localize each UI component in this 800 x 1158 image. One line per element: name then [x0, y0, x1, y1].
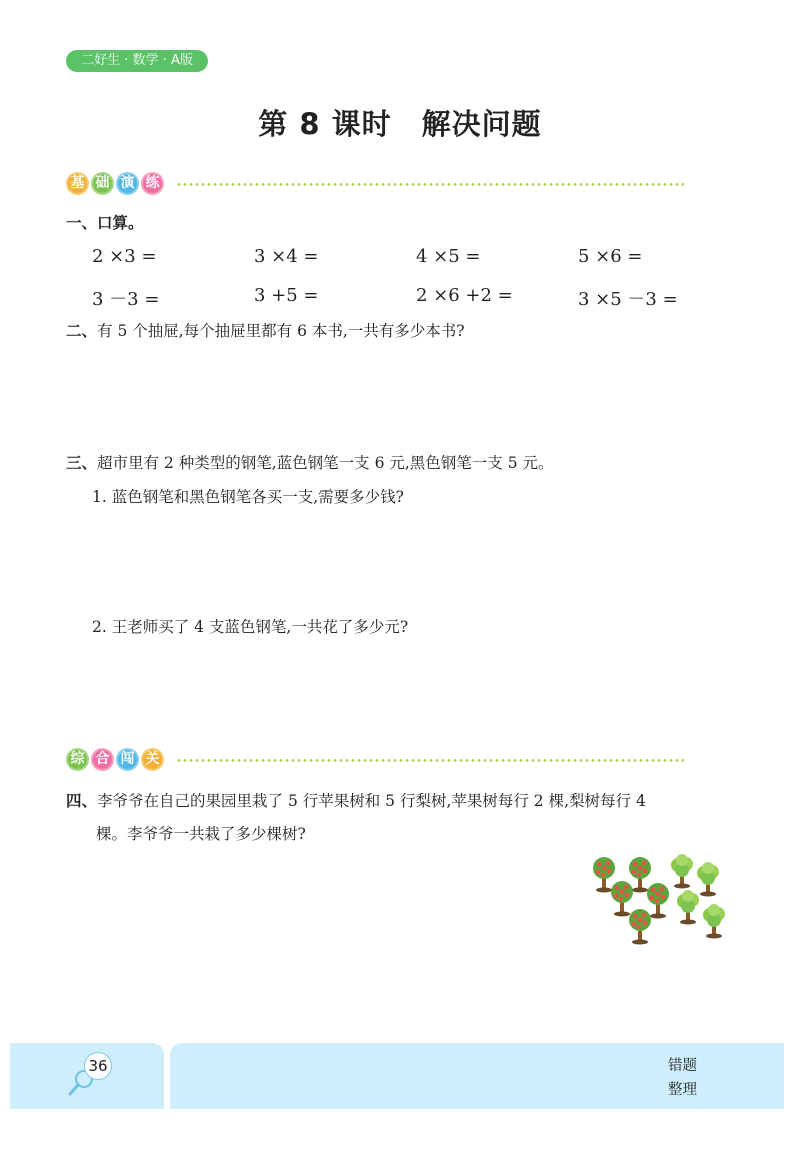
section-char: 础 [91, 172, 114, 195]
series-badge: 二好生 · 数学 · A版 [66, 50, 208, 72]
calc-item: 3 +5 = [254, 285, 319, 306]
question-4-line-2: 棵。李爷爷一共栽了多少棵树? [96, 825, 306, 843]
calc-item: 3 －3 = [92, 289, 160, 310]
apple-tree-icon [611, 881, 633, 917]
apple-tree-icon [629, 857, 651, 893]
calc-item: 4 ×5 = [416, 246, 481, 267]
question-text: 有 5 个抽屉,每个抽屉里都有 6 本书,一共有多少本书? [97, 322, 465, 340]
section-char: 演 [116, 172, 139, 195]
fruit-trees-illustration [588, 850, 733, 950]
page-title [0, 102, 800, 143]
lesson-topic: 解决问题 [421, 107, 542, 141]
dotted-divider [176, 183, 684, 186]
section-char: 闯 [116, 748, 139, 771]
question-number: 三、 [66, 454, 98, 472]
section-basic-practice [66, 172, 686, 198]
calc-item: 2 ×3 = [92, 246, 157, 267]
question-number: 一、 [66, 214, 98, 232]
error-review-label-2: 整理 [668, 1082, 697, 1098]
apple-tree-icon [647, 883, 669, 919]
calc-item: 5 ×6 = [578, 246, 643, 267]
section-char: 关 [141, 748, 164, 771]
question-3-sub-1: 1. 蓝色钢笔和黑色钢笔各买一支,需要多少钱? [92, 488, 404, 506]
question-4-line-1 [66, 790, 646, 812]
apple-tree-icon [593, 857, 615, 893]
calc-item: 3 ×4 = [254, 246, 319, 267]
section-char: 基 [66, 172, 89, 195]
question-3-sub-2: 2. 王老师买了 4 支蓝色钢笔,一共花了多少元? [92, 618, 409, 636]
calc-item: 2 ×6 +2 = [416, 285, 513, 306]
question-text: 李爷爷在自己的果园里栽了 5 行苹果树和 5 行梨树,苹果树每行 2 棵,梨树每行 4 [97, 792, 646, 810]
calc-item: 3 ×5 －3 = [578, 289, 678, 310]
question-3 [66, 452, 554, 474]
question-number: 四、 [66, 792, 98, 810]
question-number: 二、 [66, 322, 98, 340]
section-char: 合 [91, 748, 114, 771]
pear-tree-icon [671, 854, 693, 889]
error-review-label-1: 错题 [668, 1058, 697, 1074]
lesson-number: 第 8 课时 [258, 107, 392, 141]
section-char: 综 [66, 748, 89, 771]
question-text: 超市里有 2 种类型的钢笔,蓝色钢笔一支 6 元,黑色钢笔一支 5 元。 [97, 454, 554, 472]
dotted-divider [176, 759, 684, 762]
section-comprehensive [66, 748, 686, 774]
question-2 [66, 320, 465, 342]
pear-tree-icon [697, 862, 719, 897]
question-1-heading [66, 212, 144, 234]
page-number: 36 [84, 1052, 112, 1080]
pear-tree-icon [677, 890, 699, 925]
section-char: 练 [141, 172, 164, 195]
apple-tree-icon [629, 909, 651, 945]
footer-right-panel [170, 1043, 784, 1109]
question-title: 口算。 [97, 214, 144, 232]
pear-tree-icon [703, 904, 725, 939]
